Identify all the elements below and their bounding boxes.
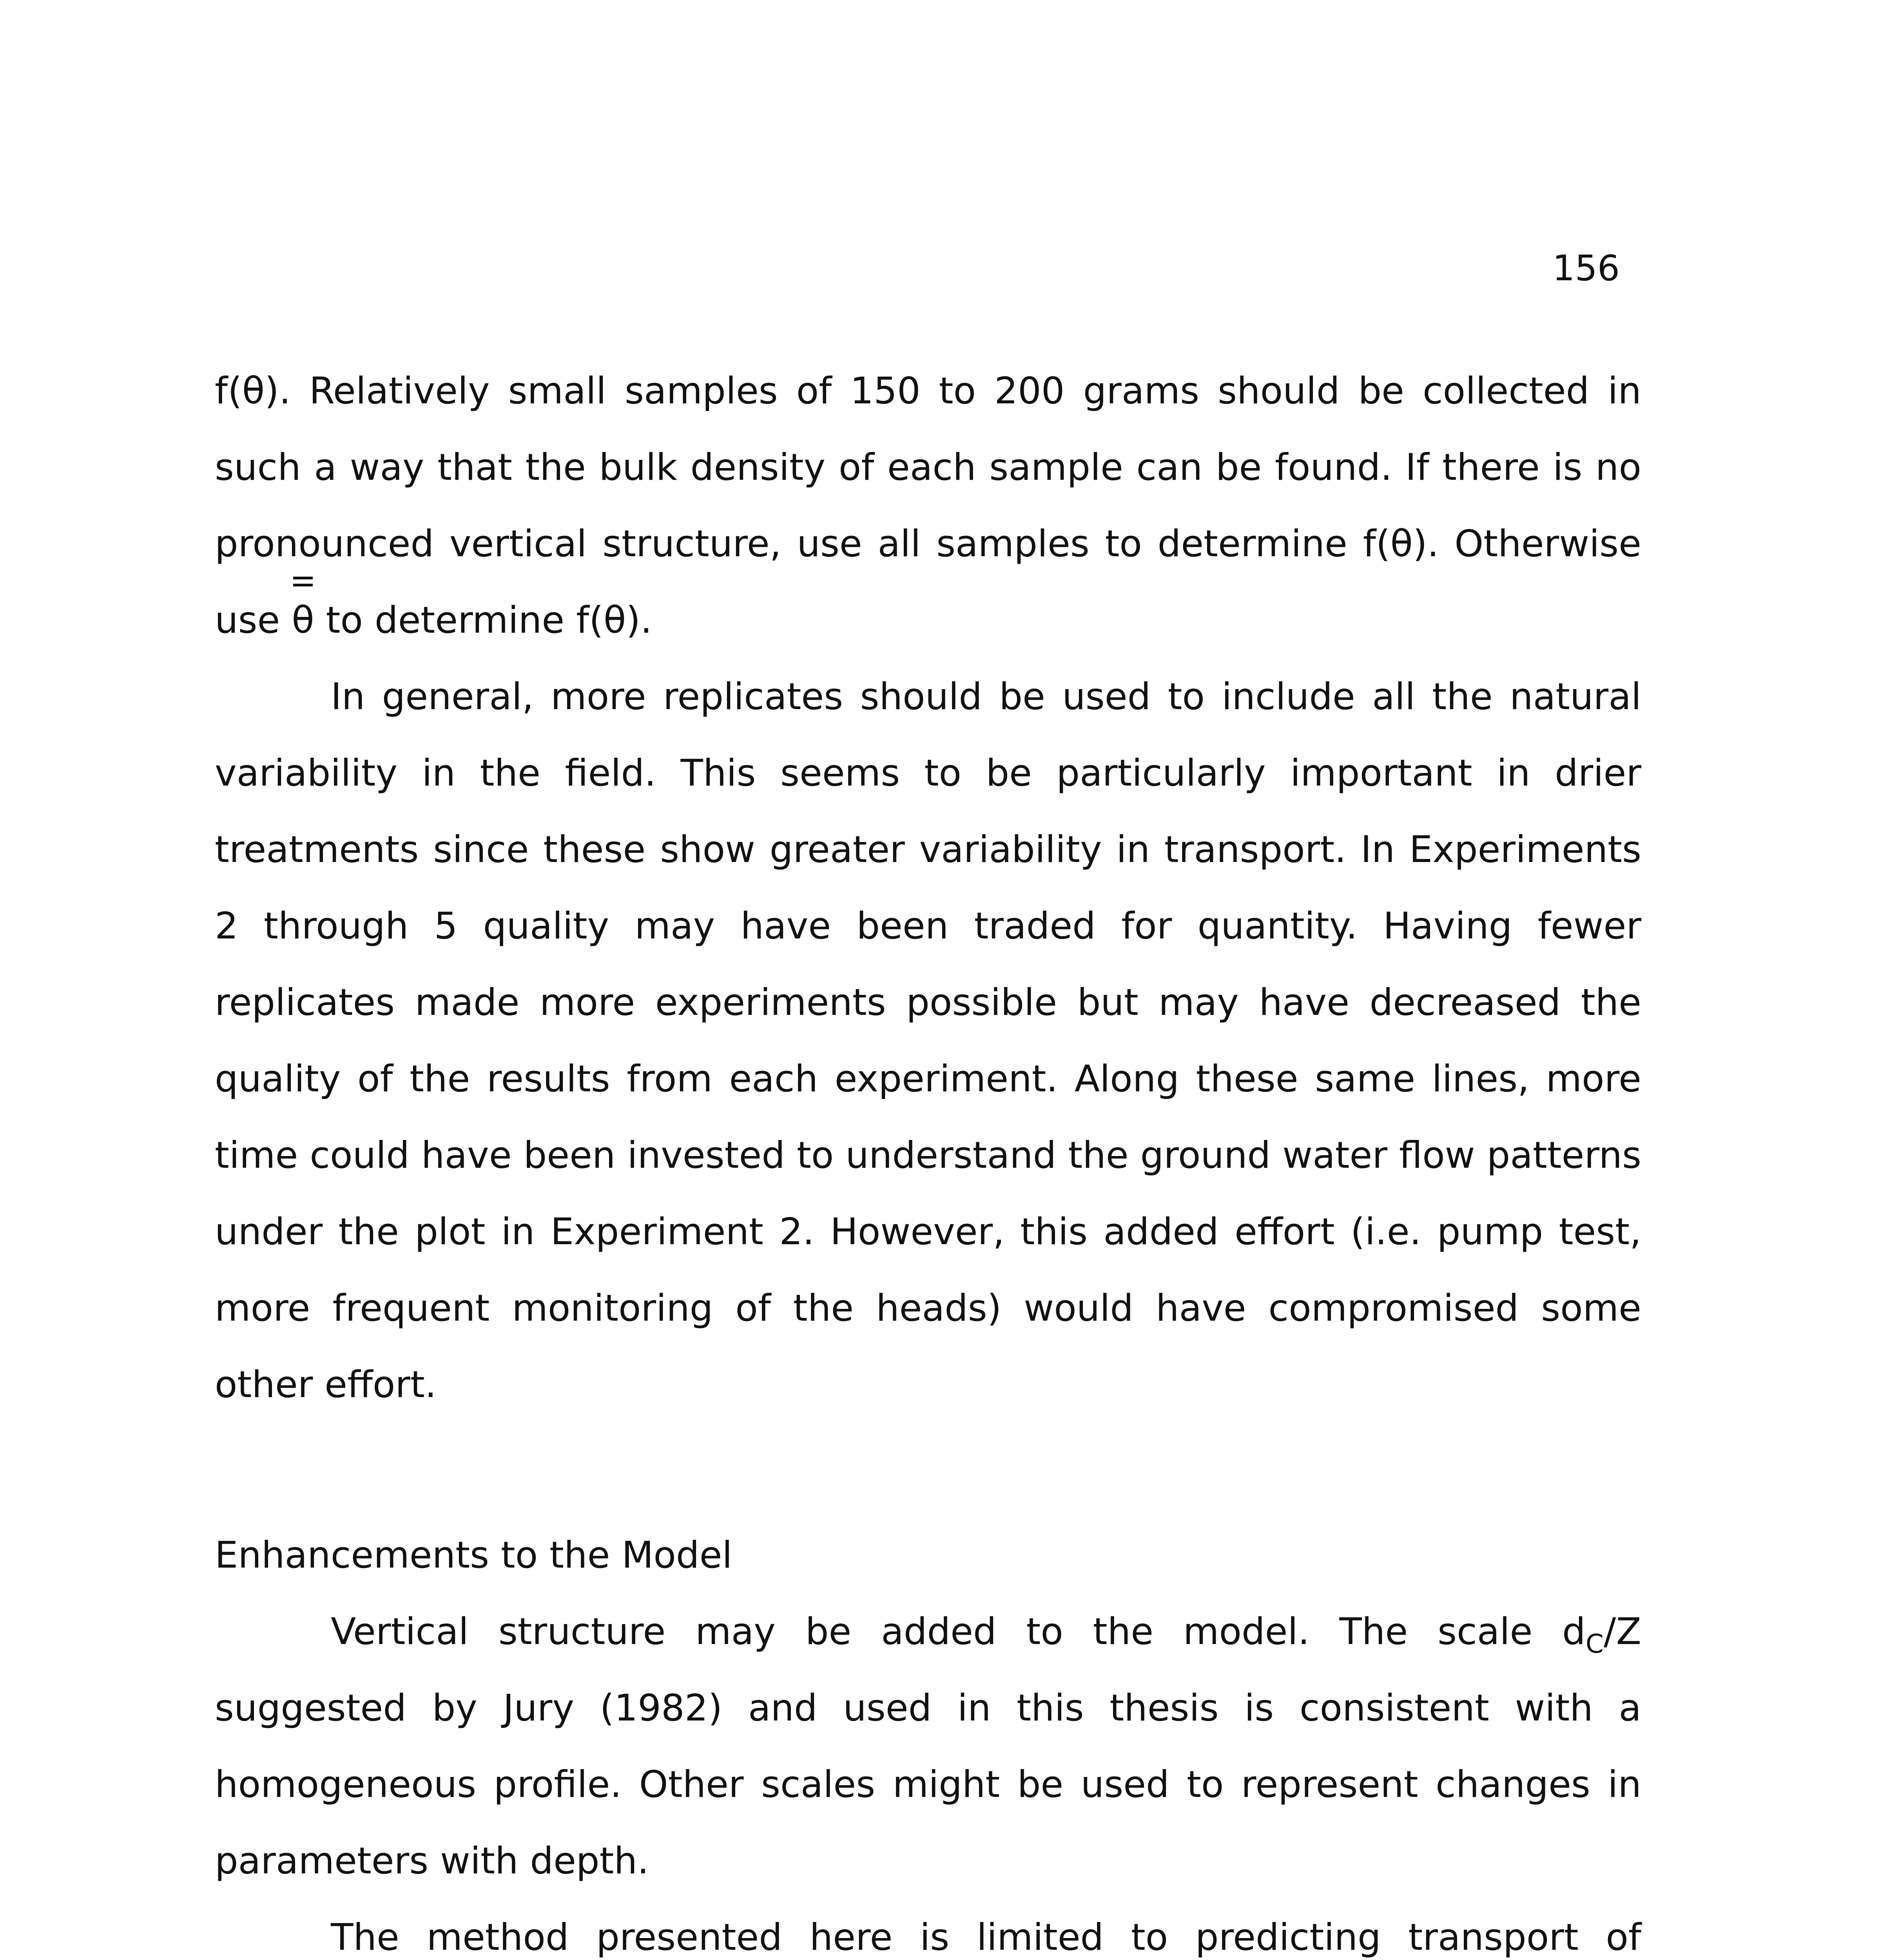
paragraph-vertical-structure-tail: /Z suggested by Jury (1982) and used in this thesis is consistent with a homogeneous profile. Other scales might be used to represent changes in parameters with depth.: [215, 1610, 1641, 1882]
paragraph-method-limits: The method presented here is limited to predicting transport of: [331, 1916, 1641, 1959]
body-text-section: [215, 1593, 1641, 1960]
theta-double-overbar-symbol: θ: [292, 582, 314, 659]
paragraph-sampling-tail: to determine f(θ).: [314, 599, 652, 642]
paragraph-sampling-lead: f(θ). Relatively small samples of 150 to 200 grams should be collected in such a way that the bulk density of each sample can be found. If there is no pronounced vertical structure, use all samples to determine f(θ). Otherwise use: [215, 370, 1641, 642]
page-number: 156: [1552, 248, 1620, 289]
paragraph-replicates: In general, more replicates should be used to include all the natural variability in the field. This seems to be particularly important in drier treatments since these show greater variability in transport. In Experiments 2 through 5 quality may have been traded for quantity. Having fewer replicates made more experiments possible but may have decreased the quality of the results from each experiment. Along these same lines, more time could have been invested to understand the ground water flow patterns under the plot in Experiment 2. However, this added effort (i.e. pump test, more frequent monitoring of the heads) would have compromised some other effort.: [215, 675, 1641, 1406]
paragraph-sampling: [215, 353, 1641, 659]
paragraph-vertical-structure-lead: Vertical structure may be added to the model. The scale d: [331, 1610, 1586, 1653]
paragraph-vertical-structure: [215, 1593, 1641, 1899]
body-text-top: [215, 353, 1641, 1423]
scale-subscript: C: [1585, 1629, 1604, 1659]
section-heading: Enhancements to the Model: [215, 1534, 732, 1577]
